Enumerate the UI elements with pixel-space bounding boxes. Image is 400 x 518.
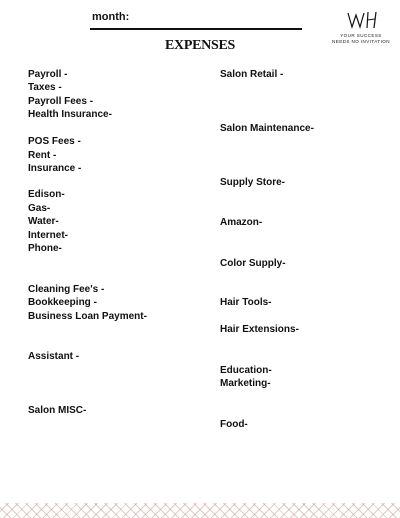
expense-amazon: Amazon- (220, 217, 263, 228)
expense-edison: Edison- (28, 189, 65, 200)
expense-bookkeeping: Bookkeeping - (28, 297, 97, 308)
expense-cleaning-fees: Cleaning Fee's - (28, 284, 105, 295)
decorative-border (0, 503, 400, 518)
expense-hair-tools: Hair Tools- (220, 297, 272, 308)
expense-payroll: Payroll - (28, 69, 68, 80)
wh-logo (338, 10, 384, 30)
expense-internet: Internet- (28, 230, 68, 241)
expense-rent: Rent - (28, 150, 57, 161)
tagline-line-2: NEEDS NO INVITATION (332, 39, 390, 44)
expense-marketing: Marketing- (220, 378, 271, 389)
expense-insurance: Insurance - (28, 163, 82, 174)
expense-gas: Gas- (28, 203, 51, 214)
expense-hair-extensions: Hair Extensions- (220, 324, 299, 335)
expense-salon-maintenance: Salon Maintenance- (220, 123, 314, 134)
expense-health-insurance: Health Insurance- (28, 109, 112, 120)
expense-color-supply: Color Supply- (220, 258, 286, 269)
expense-taxes: Taxes - (28, 82, 62, 93)
expense-assistant: Assistant - (28, 351, 80, 362)
month-label: month: (92, 11, 130, 23)
tagline (330, 33, 392, 45)
tagline-line-1: YOUR SUCCESS (340, 33, 382, 38)
expense-pos-fees: POS Fees - (28, 136, 81, 147)
expense-water: Water- (28, 216, 59, 227)
expense-business-loan-payment: Business Loan Payment- (28, 311, 147, 322)
expense-food: Food- (220, 419, 248, 430)
page-title: EXPENSES (165, 38, 235, 53)
expense-education: Education- (220, 365, 272, 376)
expense-payroll-fees: Payroll Fees - (28, 96, 94, 107)
expense-salon-retail: Salon Retail - (220, 69, 284, 80)
expense-salon-misc: Salon MISC- (28, 405, 87, 416)
expense-supply-store: Supply Store- (220, 177, 286, 188)
expense-phone: Phone- (28, 243, 62, 254)
month-underline (90, 28, 302, 30)
